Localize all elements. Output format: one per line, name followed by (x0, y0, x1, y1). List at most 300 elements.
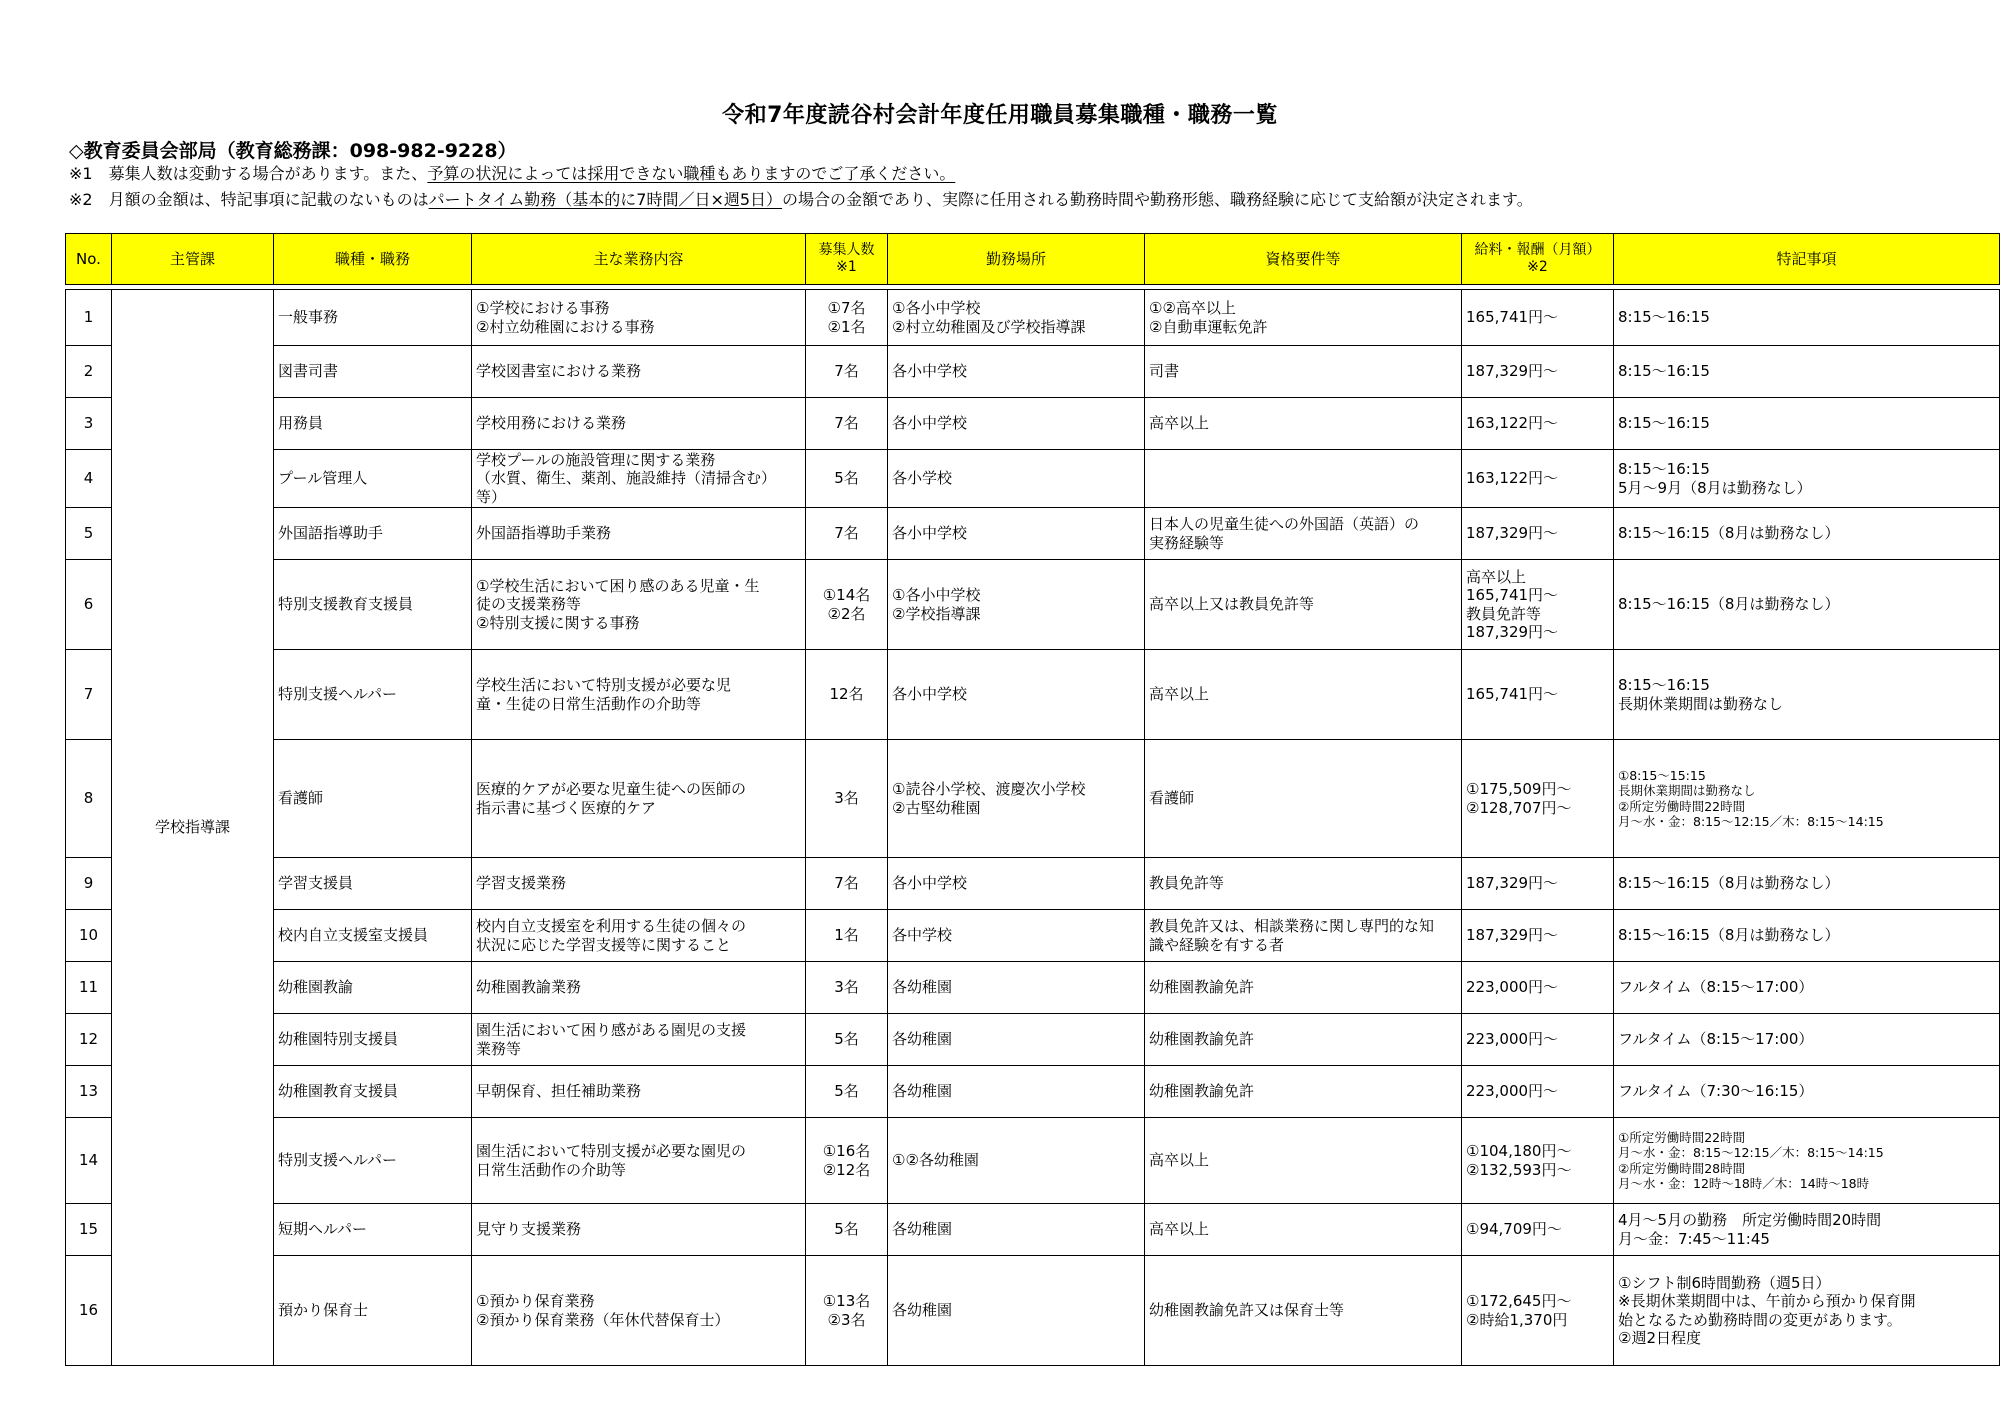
cell-remarks-line: ②所定労働時間28時間 (1618, 1160, 1746, 1176)
cell-count (806, 962, 888, 1014)
cell-no: 5 (66, 508, 112, 560)
cell-duties-line: 外国語指導助手業務 (476, 524, 612, 543)
cell-count-line: ①16名 (822, 1142, 871, 1161)
cell-remarks (1614, 450, 2000, 508)
cell-qualification-line: 幼稚園教諭免許 (1149, 1082, 1255, 1101)
cell-qualification-line: 教員免許又は、相談業務に関し専門的な知 (1149, 917, 1435, 936)
cell-location-line: 各幼稚園 (892, 1082, 953, 1101)
cell-count (806, 858, 888, 910)
cell-salary-line: 187,329円～ (1466, 926, 1559, 945)
cell-duties (472, 740, 806, 858)
cell-salary-line: 163,122円～ (1466, 414, 1559, 433)
cell-salary (1462, 1256, 1614, 1366)
cell-duties-line: ②村立幼稚園における事務 (476, 317, 655, 336)
table-row (66, 910, 2000, 962)
cell-salary-line: 165,741円～ (1466, 586, 1559, 605)
cell-job: 図書司書 (274, 346, 472, 398)
cell-duties (472, 450, 806, 508)
cell-salary-line: 223,000円～ (1466, 978, 1559, 997)
cell-salary-line: 165,741円～ (1466, 685, 1559, 704)
cell-count (806, 1066, 888, 1118)
cell-count (806, 290, 888, 346)
cell-count-line: 5名 (834, 469, 859, 488)
cell-salary-line: 223,000円～ (1466, 1030, 1559, 1049)
cell-count-line: ①7名 (827, 299, 866, 318)
cell-qualification-line: ②自動車運転免許 (1149, 317, 1268, 336)
cell-duties-line: 指示書に基づく医療的ケア (476, 798, 657, 817)
cell-qualification (1145, 508, 1462, 560)
cell-remarks-line: 月～水・金：8:15～12:15／木：8:15～14:15 (1618, 813, 1884, 829)
cell-salary-line: ①104,180円～ (1466, 1142, 1572, 1161)
cell-qualification (1145, 1014, 1462, 1066)
note-2 (69, 187, 1533, 210)
cell-location-line: 各幼稚園 (892, 978, 953, 997)
cell-salary-line: 187,329円～ (1466, 622, 1559, 641)
cell-salary-line: 187,329円～ (1466, 524, 1559, 543)
note-2-underlined: パートタイム勤務（基本的に7時間／日×週5日） (428, 190, 783, 209)
header-count-line1: 募集人数 (818, 242, 875, 259)
cell-duties-line: 学校プールの施設管理に関する業務 (476, 451, 716, 470)
cell-qualification-line: 高卒以上又は教員免許等 (1149, 595, 1315, 614)
cell-location (888, 1066, 1145, 1118)
table-row (66, 1118, 2000, 1204)
header-location: 勤務場所 (888, 234, 1145, 285)
cell-count-line: 5名 (834, 1030, 859, 1049)
table-row (66, 1256, 2000, 1366)
cell-location-line: ①各小中学校 (892, 299, 981, 318)
cell-salary (1462, 910, 1614, 962)
cell-remarks-line: 8:15～16:15（8月は勤務なし） (1618, 524, 1840, 543)
cell-no: 12 (66, 1014, 112, 1066)
cell-count (806, 650, 888, 740)
cell-qualification-line: ①②高卒以上 (1149, 299, 1236, 318)
cell-duties-line: 業務等 (476, 1039, 522, 1058)
cell-count (806, 1014, 888, 1066)
cell-salary-line: ①94,709円～ (1466, 1220, 1562, 1239)
cell-location-line: 各中学校 (892, 926, 953, 945)
cell-salary (1462, 740, 1614, 858)
note-1-underlined: 予算の状況によっては採用できない職種もありますのでご了承ください。 (427, 164, 956, 183)
cell-remarks-line: 8:15～16:15 (1618, 308, 1710, 327)
cell-duties-line: 学校図書室における業務 (476, 362, 642, 381)
table-row (66, 1014, 2000, 1066)
cell-remarks-line: 8:15～16:15（8月は勤務なし） (1618, 874, 1840, 893)
cell-salary-line: 高卒以上 (1466, 567, 1527, 586)
cell-remarks-line: 月～金：7:45～11:45 (1618, 1229, 1770, 1248)
cell-remarks (1614, 740, 2000, 858)
cell-remarks-line: 8:15～16:15 (1618, 414, 1710, 433)
header-salary (1462, 234, 1614, 285)
cell-job: 用務員 (274, 398, 472, 450)
cell-duties-line: ①学校における事務 (476, 299, 610, 318)
header-remarks: 特記事項 (1614, 234, 2000, 285)
cell-remarks (1614, 1204, 2000, 1256)
cell-duties-line: 学校用務における業務 (476, 414, 627, 433)
cell-duties-line: ②特別支援に関する事務 (476, 613, 640, 632)
cell-qualification-line: 実務経験等 (1149, 533, 1225, 552)
cell-location-line: 各幼稚園 (892, 1220, 953, 1239)
table-row (66, 346, 2000, 398)
note-2-suffix: の場合の金額であり、実際に任用される勤務時間や勤務形態、職務経験に応じて支給額が決定されます。 (782, 190, 1533, 209)
cell-duties-line: ②預かり保育業務（年休代替保育士） (476, 1310, 730, 1329)
cell-count-line: 3名 (834, 978, 859, 997)
cell-no: 8 (66, 740, 112, 858)
cell-job: 学習支援員 (274, 858, 472, 910)
cell-remarks (1614, 290, 2000, 346)
cell-no: 15 (66, 1204, 112, 1256)
cell-location (888, 398, 1145, 450)
cell-location-line: 各小学校 (892, 469, 953, 488)
cell-remarks-line: 8:15～16:15 (1618, 460, 1710, 479)
cell-salary (1462, 962, 1614, 1014)
cell-no: 14 (66, 1118, 112, 1204)
cell-count (806, 346, 888, 398)
cell-remarks-line: 8:15～16:15（8月は勤務なし） (1618, 595, 1840, 614)
cell-count (806, 740, 888, 858)
cell-remarks-line: 長期休業期間は勤務なし (1618, 694, 1784, 713)
table-row (66, 1066, 2000, 1118)
cell-no: 4 (66, 450, 112, 508)
cell-remarks-line: ①シフト制6時間勤務（週5日） (1618, 1273, 1831, 1292)
cell-duties (472, 290, 806, 346)
cell-no: 11 (66, 962, 112, 1014)
cell-count-line: 5名 (834, 1082, 859, 1101)
cell-location-line: ②古堅幼稚園 (892, 798, 981, 817)
cell-remarks (1614, 560, 2000, 650)
cell-qualification-line: 高卒以上 (1149, 1151, 1210, 1170)
table-row (66, 450, 2000, 508)
table-body (66, 285, 2000, 1366)
cell-salary (1462, 1118, 1614, 1204)
cell-remarks-line: ①8:15～15:15 (1618, 768, 1706, 783)
cell-remarks-line: フルタイム（8:15～17:00） (1618, 1030, 1814, 1049)
cell-count (806, 508, 888, 560)
cell-no: 9 (66, 858, 112, 910)
cell-salary-line: 223,000円～ (1466, 1082, 1559, 1101)
cell-remarks-line: ①所定労働時間22時間 (1618, 1130, 1746, 1145)
cell-no: 13 (66, 1066, 112, 1118)
cell-qualification-line: 高卒以上 (1149, 414, 1210, 433)
cell-duties-line: 園生活において困り感がある園児の支援 (476, 1021, 747, 1040)
cell-remarks-line: 8:15～16:15 (1618, 676, 1710, 695)
cell-qualification (1145, 450, 1462, 508)
cell-salary (1462, 398, 1614, 450)
cell-duties-line: 日常生活動作の介助等 (476, 1160, 627, 1179)
cell-remarks-line: 8:15～16:15（8月は勤務なし） (1618, 926, 1840, 945)
cell-count-line: 7名 (834, 362, 859, 381)
cell-duties-line: 学習支援業務 (476, 874, 567, 893)
cell-job: 幼稚園教育支援員 (274, 1066, 472, 1118)
cell-no: 6 (66, 560, 112, 650)
table-row (66, 560, 2000, 650)
header-duties: 主な業務内容 (472, 234, 806, 285)
cell-salary-line: 187,329円～ (1466, 874, 1559, 893)
cell-job: 校内自立支援室支援員 (274, 910, 472, 962)
cell-salary-line: ①172,645円～ (1466, 1292, 1572, 1311)
cell-location (888, 858, 1145, 910)
cell-no: 3 (66, 398, 112, 450)
cell-location-line: ②学校指導課 (892, 604, 981, 623)
cell-salary-line: ②128,707円～ (1466, 798, 1572, 817)
table-row (66, 508, 2000, 560)
cell-qualification (1145, 1204, 1462, 1256)
cell-location-line: 各小中学校 (892, 874, 968, 893)
cell-count-line: 1名 (834, 926, 859, 945)
cell-location (888, 740, 1145, 858)
cell-job: 特別支援ヘルパー (274, 650, 472, 740)
cell-duties-line: ①預かり保育業務 (476, 1292, 595, 1311)
cell-qualification (1145, 560, 1462, 650)
cell-remarks (1614, 1014, 2000, 1066)
cell-remarks (1614, 346, 2000, 398)
cell-location-line: ①各小中学校 (892, 586, 981, 605)
cell-duties (472, 1256, 806, 1366)
cell-count-line: ②12名 (822, 1160, 871, 1179)
cell-location (888, 346, 1145, 398)
cell-remarks-line: 始となるため勤務時間の変更があります。 (1618, 1310, 1902, 1329)
header-salary-line2: ※2 (1527, 259, 1548, 275)
cell-duties (472, 560, 806, 650)
cell-qualification (1145, 346, 1462, 398)
cell-salary (1462, 560, 1614, 650)
cell-remarks (1614, 962, 2000, 1014)
cell-salary (1462, 450, 1614, 508)
cell-remarks (1614, 650, 2000, 740)
header-no: No. (66, 234, 112, 285)
cell-remarks-line: フルタイム（7:30～16:15） (1618, 1082, 1814, 1101)
cell-remarks (1614, 910, 2000, 962)
table-header-row (66, 234, 2000, 285)
cell-salary-line: 教員免許等 (1466, 604, 1542, 623)
cell-job: 短期ヘルパー (274, 1204, 472, 1256)
note-2-prefix: ※2 月額の金額は、特記事項に記載のないものは (69, 190, 429, 209)
department-heading: ◇教育委員会部局（教育総務課：098-982-9228） (69, 140, 517, 162)
cell-duties-line: 早朝保育、担任補助業務 (476, 1082, 642, 1101)
cell-location (888, 962, 1145, 1014)
cell-count-line: ②3名 (827, 1310, 866, 1329)
cell-section: 学校指導課 (112, 290, 274, 1366)
cell-qualification-line: 高卒以上 (1149, 685, 1210, 704)
cell-qualification-line: 幼稚園教諭免許又は保育士等 (1149, 1301, 1345, 1320)
cell-salary (1462, 508, 1614, 560)
cell-duties (472, 1118, 806, 1204)
header-section: 主管課 (112, 234, 274, 285)
cell-no: 2 (66, 346, 112, 398)
cell-duties (472, 346, 806, 398)
cell-count (806, 398, 888, 450)
table-row (66, 962, 2000, 1014)
cell-salary-line: 163,122円～ (1466, 469, 1559, 488)
note-1 (69, 161, 955, 184)
table-row (66, 398, 2000, 450)
cell-location-line: 各小中学校 (892, 524, 968, 543)
header-salary-line1: 給料・報酬（月額） (1474, 242, 1601, 259)
note-1-text: ※1 募集人数は変動する場合があります。また、 (69, 164, 428, 183)
cell-duties-line: 見守り支援業務 (476, 1220, 582, 1239)
cell-duties-line: 学校生活において特別支援が必要な児 (476, 676, 732, 695)
cell-count-line: 7名 (834, 414, 859, 433)
cell-duties (472, 398, 806, 450)
cell-duties-line: 幼稚園教諭業務 (476, 978, 582, 997)
cell-salary (1462, 858, 1614, 910)
cell-remarks-line: 5月～9月（8月は勤務なし） (1618, 478, 1812, 497)
cell-salary (1462, 650, 1614, 740)
cell-location-line: 各幼稚園 (892, 1030, 953, 1049)
cell-count (806, 910, 888, 962)
cell-salary (1462, 1014, 1614, 1066)
cell-location (888, 1014, 1145, 1066)
cell-qualification-line: 幼稚園教諭免許 (1149, 1030, 1255, 1049)
cell-count-line: ①13名 (822, 1292, 871, 1311)
cell-count-line: 7名 (834, 524, 859, 543)
cell-duties (472, 650, 806, 740)
cell-duties-line: 校内自立支援室を利用する生徒の個々の (476, 917, 747, 936)
cell-count (806, 450, 888, 508)
cell-salary-line: ②時給1,370円 (1466, 1310, 1568, 1329)
cell-duties (472, 1204, 806, 1256)
cell-location (888, 560, 1145, 650)
cell-no: 7 (66, 650, 112, 740)
cell-remarks-line: ※長期休業期間中は、午前から預かり保育開 (1618, 1292, 1916, 1311)
cell-location-line: ①読谷小学校、渡慶次小学校 (892, 780, 1086, 799)
cell-duties-line: 等） (476, 487, 507, 506)
cell-duties (472, 962, 806, 1014)
cell-duties-line: （水質、衛生、薬剤、施設維持（清掃含む） (476, 469, 777, 488)
table-row (66, 290, 2000, 346)
cell-location (888, 450, 1145, 508)
cell-remarks-line: ②所定労働時間22時間 (1618, 798, 1746, 814)
cell-qualification-line: 司書 (1149, 362, 1180, 381)
cell-job: 幼稚園教諭 (274, 962, 472, 1014)
cell-remarks-line: 月～水・金：8:15～12:15／木：8:15～14:15 (1618, 1145, 1884, 1161)
cell-location-line: ①②各幼稚園 (892, 1151, 979, 1170)
cell-qualification-line: 幼稚園教諭免許 (1149, 978, 1255, 997)
cell-job: 一般事務 (274, 290, 472, 346)
cell-job: プール管理人 (274, 450, 472, 508)
cell-location-line: 各幼稚園 (892, 1301, 953, 1320)
cell-qualification (1145, 858, 1462, 910)
cell-duties (472, 1014, 806, 1066)
cell-count-line: 7名 (834, 874, 859, 893)
cell-qualification (1145, 290, 1462, 346)
cell-remarks (1614, 1066, 2000, 1118)
cell-salary-line: 165,741円～ (1466, 308, 1559, 327)
cell-qualification (1145, 910, 1462, 962)
cell-qualification (1145, 650, 1462, 740)
table-row (66, 1204, 2000, 1256)
cell-job: 看護師 (274, 740, 472, 858)
header-job: 職種・職務 (274, 234, 472, 285)
cell-count-line: 12名 (829, 685, 864, 704)
cell-qualification (1145, 962, 1462, 1014)
cell-location-line: 各小中学校 (892, 685, 968, 704)
cell-remarks (1614, 1256, 2000, 1366)
cell-remarks-line: 4月～5月の勤務 所定労働時間20時間 (1618, 1211, 1882, 1230)
cell-qualification-line: 教員免許等 (1149, 874, 1225, 893)
cell-duties-line: 状況に応じた学習支援等に関すること (476, 935, 732, 954)
cell-count (806, 1256, 888, 1366)
cell-duties (472, 858, 806, 910)
cell-job: 外国語指導助手 (274, 508, 472, 560)
cell-location (888, 290, 1145, 346)
cell-qualification (1145, 1256, 1462, 1366)
cell-qualification-line: 看護師 (1149, 789, 1195, 808)
cell-job: 特別支援教育支援員 (274, 560, 472, 650)
cell-location (888, 1256, 1145, 1366)
cell-qualification-line: 日本人の児童生徒への外国語（英語）の (1149, 515, 1420, 534)
cell-salary (1462, 1204, 1614, 1256)
cell-remarks-line: 8:15～16:15 (1618, 362, 1710, 381)
header-qualification: 資格要件等 (1145, 234, 1462, 285)
cell-salary-line: 187,329円～ (1466, 362, 1559, 381)
cell-remarks-line: フルタイム（8:15～17:00） (1618, 978, 1814, 997)
cell-location (888, 650, 1145, 740)
cell-salary-line: ①175,509円～ (1466, 780, 1572, 799)
cell-duties-line: ①学校生活において困り感のある児童・生 (476, 577, 760, 596)
job-list-table (65, 233, 2000, 1366)
cell-remarks (1614, 1118, 2000, 1204)
cell-salary (1462, 1066, 1614, 1118)
header-count (806, 234, 888, 285)
cell-salary (1462, 290, 1614, 346)
cell-duties (472, 1066, 806, 1118)
cell-qualification (1145, 398, 1462, 450)
cell-remarks (1614, 508, 2000, 560)
cell-qualification-line: 高卒以上 (1149, 1220, 1210, 1239)
cell-count-line: ①14名 (822, 586, 871, 605)
table-row (66, 740, 2000, 858)
cell-location (888, 1118, 1145, 1204)
cell-remarks-line: 月～水・金：12時～18時／木：14時～18時 (1618, 1175, 1870, 1191)
cell-remarks (1614, 858, 2000, 910)
cell-job: 特別支援ヘルパー (274, 1118, 472, 1204)
table-row (66, 650, 2000, 740)
cell-qualification-line: 識や経験を有する者 (1149, 935, 1285, 954)
cell-duties-line: 徒の支援業務等 (476, 595, 582, 614)
cell-no: 1 (66, 290, 112, 346)
cell-count-line: 3名 (834, 789, 859, 808)
cell-qualification (1145, 740, 1462, 858)
cell-count (806, 1118, 888, 1204)
page-title: 令和7年度読谷村会計年度任用職員募集職種・職務一覧 (722, 103, 1278, 128)
cell-duties-line: 童・生徒の日常生活動作の介助等 (476, 694, 702, 713)
cell-location-line: ②村立幼稚園及び学校指導課 (892, 317, 1086, 336)
cell-job: 預かり保育士 (274, 1256, 472, 1366)
cell-count-line: 5名 (834, 1220, 859, 1239)
cell-duties-line: 園生活において特別支援が必要な園児の (476, 1142, 747, 1161)
cell-remarks (1614, 398, 2000, 450)
cell-no: 10 (66, 910, 112, 962)
cell-duties-line: 医療的ケアが必要な児童生徒への医師の (476, 780, 747, 799)
cell-location-line: 各小中学校 (892, 414, 968, 433)
cell-location (888, 910, 1145, 962)
header-count-line2: ※1 (836, 259, 857, 275)
cell-count (806, 1204, 888, 1256)
cell-duties (472, 910, 806, 962)
cell-salary (1462, 346, 1614, 398)
table-row (66, 858, 2000, 910)
cell-duties (472, 508, 806, 560)
cell-qualification (1145, 1066, 1462, 1118)
cell-job: 幼稚園特別支援員 (274, 1014, 472, 1066)
cell-salary-line: ②132,593円～ (1466, 1160, 1572, 1179)
cell-location (888, 1204, 1145, 1256)
cell-remarks-line: 長期休業期間は勤務なし (1618, 783, 1756, 799)
cell-no: 16 (66, 1256, 112, 1366)
cell-location-line: 各小中学校 (892, 362, 968, 381)
cell-count-line: ②1名 (827, 317, 866, 336)
cell-location (888, 508, 1145, 560)
